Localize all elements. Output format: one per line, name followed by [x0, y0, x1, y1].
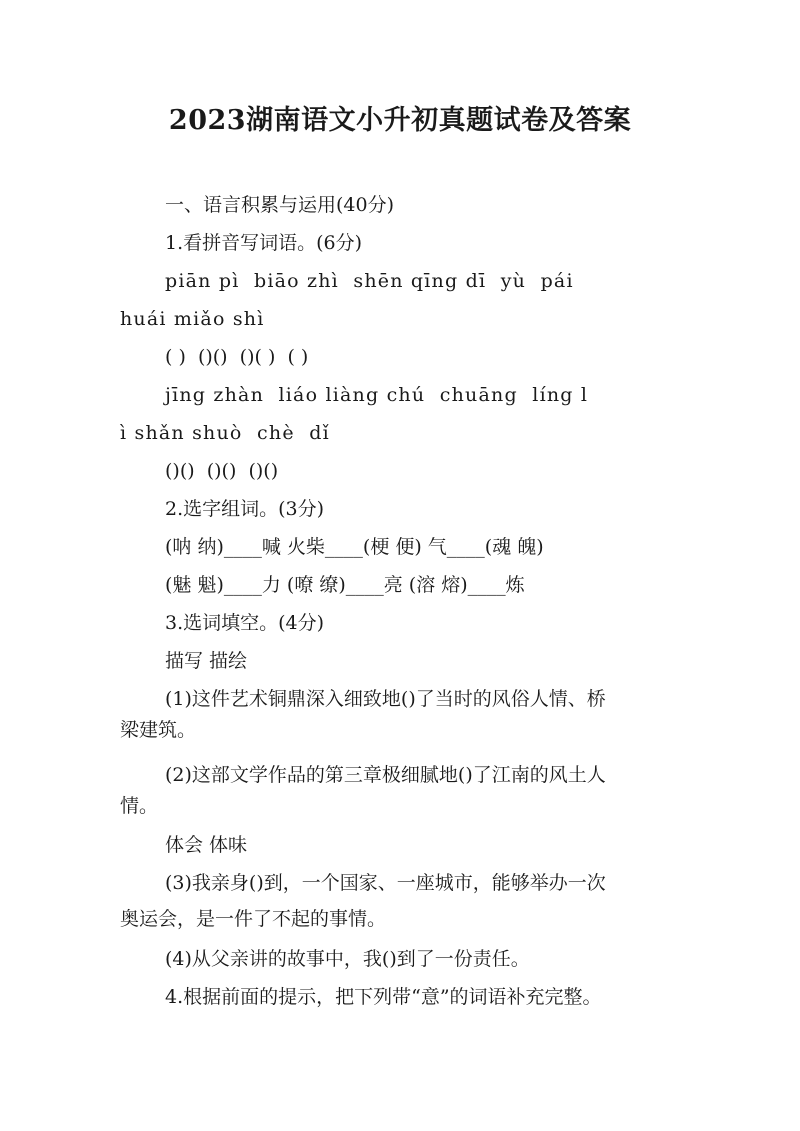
fill-in-sentence-continued: 梁建筑。: [120, 719, 197, 741]
word-options: 描写 描绘: [165, 650, 248, 672]
question-1-heading: 1.看拼音写词语。(6分): [165, 232, 363, 254]
pinyin-line: piān pì biāo zhì shēn qīng dī yù pái: [165, 270, 574, 292]
fill-in-sentence-continued: 情。: [120, 795, 159, 817]
question-2-heading: 2.选字组词。(3分): [165, 498, 325, 520]
section-heading: 一、语言积累与运用(40分): [165, 194, 395, 216]
page-title: 2023湖南语文小升初真题试卷及答案: [168, 105, 632, 136]
pinyin-line: jīng zhàn liáo liàng chú chuāng líng l: [165, 384, 589, 406]
fill-in-sentence: (1)这件艺术铜鼎深入细致地()了当时的风俗人情、桥: [165, 688, 606, 710]
fill-in-sentence-continued: 奥运会，是一件了不起的事情。: [120, 908, 387, 930]
answer-brackets: ( ) ()() ()( ) ( ): [165, 346, 309, 368]
fill-in-sentence: (2)这部文学作品的第三章极细腻地()了江南的风土人: [165, 764, 606, 786]
word-options: 体会 体味: [165, 834, 248, 856]
question-4-heading: 4.根据前面的提示，把下列带“意”的词语补充完整。: [165, 986, 602, 1008]
pinyin-line-continued: huái miǎo shì: [120, 308, 265, 330]
word-choice-line: (呐 纳)____喊 火柴____(梗 便) 气____(魂 魄): [165, 536, 544, 558]
answer-brackets: ()() ()() ()(): [165, 460, 279, 482]
word-choice-line: (魅 魁)____力 (嘹 缭)____亮 (溶 熔)____炼: [165, 574, 525, 596]
question-3-heading: 3.选词填空。(4分): [165, 612, 325, 634]
fill-in-sentence: (3)我亲身()到，一个国家、一座城市，能够举办一次: [165, 872, 606, 894]
pinyin-line-continued: ì shǎn shuò chè dǐ: [120, 422, 330, 444]
fill-in-sentence: (4)从父亲讲的故事中，我()到了一份责任。: [165, 948, 530, 970]
